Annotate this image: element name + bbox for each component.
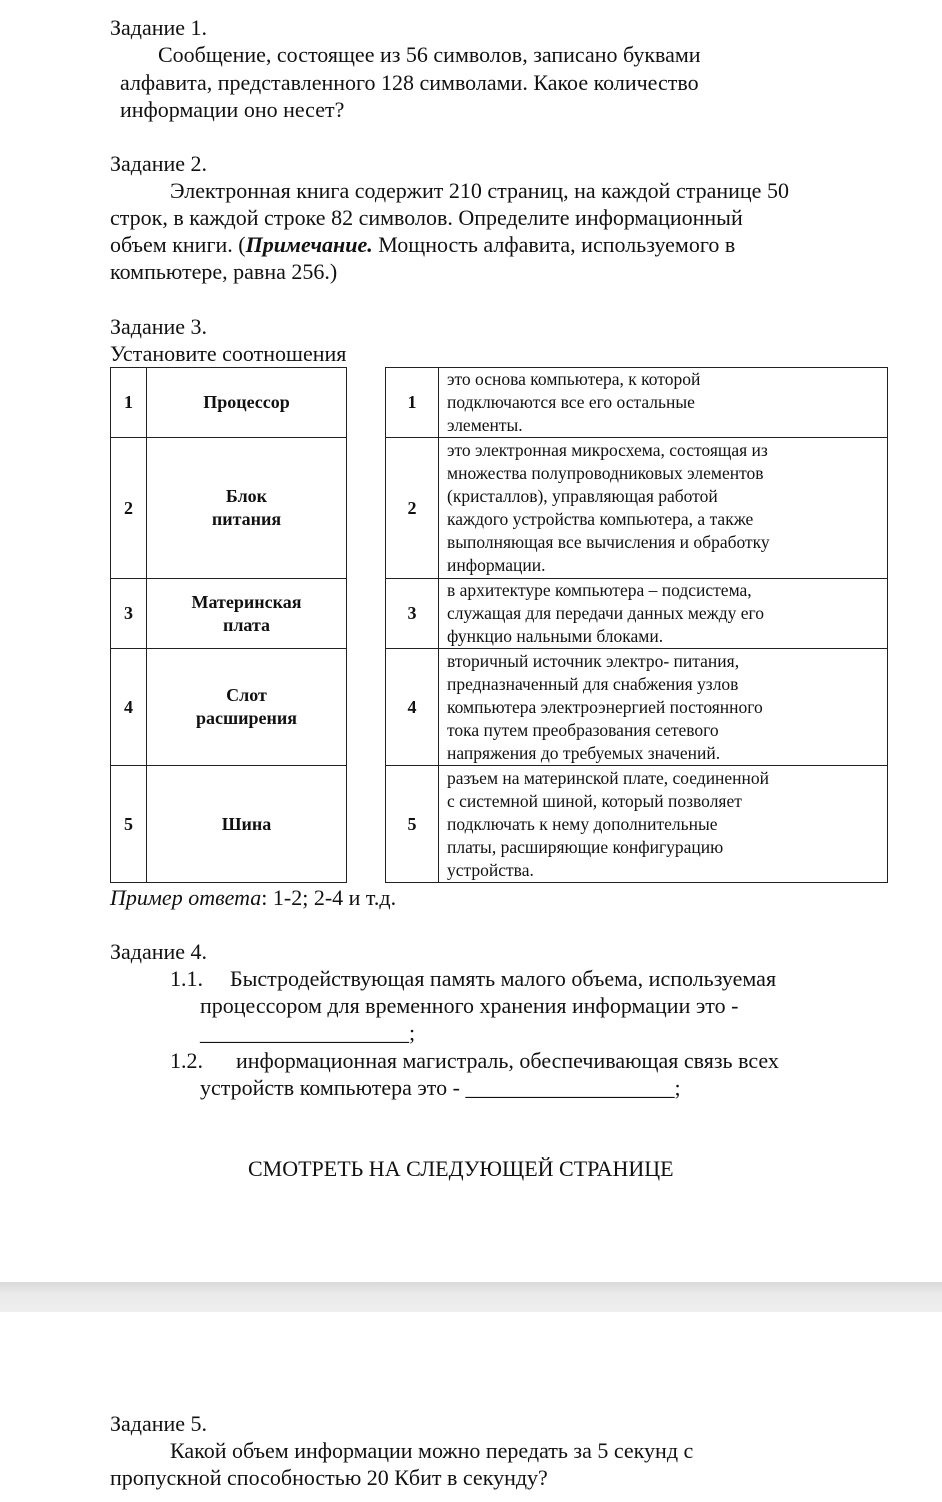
term-number: 2 bbox=[111, 438, 147, 579]
task2-heading: Задание 2. bbox=[110, 151, 208, 176]
term-number: 5 bbox=[111, 766, 147, 883]
definition-number: 2 bbox=[386, 438, 439, 579]
term-cell: Слот расширения bbox=[147, 649, 347, 766]
task5-text-line: Какой объем информации можно передать за 5 секунд с bbox=[170, 1438, 694, 1463]
definition-number: 3 bbox=[386, 579, 439, 649]
term-number: 1 bbox=[111, 368, 147, 438]
definition-cell: в архитектуре компьютера – подсистема, служащая для передачи данных между его функцио нальными блоками. bbox=[439, 579, 888, 649]
task1-text-line: алфавита, представленного 128 символами. Какое количество bbox=[120, 70, 699, 95]
task2-text-line bbox=[110, 231, 735, 258]
definitions-table bbox=[385, 367, 888, 883]
term-cell: Процессор bbox=[147, 368, 347, 438]
task4-item-number: 1.1. bbox=[170, 966, 203, 991]
term-cell: Материнская плата bbox=[147, 579, 347, 649]
task4-answer-blank: ___________________; bbox=[200, 1020, 416, 1045]
answer-example-label: Пример ответа bbox=[110, 885, 262, 910]
task2-text-start: объем книги. ( bbox=[110, 232, 246, 257]
term-cell: Шина bbox=[147, 766, 347, 883]
task4-heading: Задание 4. bbox=[110, 939, 208, 964]
definition-number: 5 bbox=[386, 766, 439, 883]
term-number: 4 bbox=[111, 649, 147, 766]
task5-heading: Задание 5. bbox=[110, 1411, 208, 1436]
terms-table bbox=[110, 367, 347, 883]
task4-item-number: 1.2. bbox=[170, 1048, 203, 1073]
definition-number: 1 bbox=[386, 368, 439, 438]
task2-text-end: Мощность алфавита, используемого в bbox=[372, 232, 736, 257]
task2-text-line: компьютере, равна 256.) bbox=[110, 259, 338, 284]
term-cell: Блок питания bbox=[147, 438, 347, 579]
task3-heading: Задание 3. bbox=[110, 314, 208, 339]
answer-example-text: : 1-2; 2-4 и т.д. bbox=[261, 885, 397, 910]
task2-text-line: строк, в каждой строке 82 символов. Определите информационный bbox=[110, 205, 743, 230]
task2-note-label: Примечание. bbox=[245, 232, 373, 257]
task4-text-line: Быстродействующая память малого объема, используемая bbox=[230, 966, 777, 991]
task1-heading: Задание 1. bbox=[110, 15, 208, 40]
document-page-2 bbox=[0, 1312, 942, 1502]
task4-text-line: процессором для временного хранения информации это - bbox=[200, 993, 739, 1018]
task5-text-line: пропускной способностью 20 Кбит в секунду? bbox=[110, 1465, 548, 1490]
task1-text-line: информации оно несет? bbox=[120, 97, 345, 122]
task2-text-line: Электронная книга содержит 210 страниц, на каждой странице 50 bbox=[170, 178, 789, 203]
answer-example bbox=[110, 884, 396, 911]
task1-text-line: Сообщение, состоящее из 56 символов, записано буквами bbox=[158, 42, 701, 67]
definition-cell: это основа компьютера, к которой подключаются все его остальные элементы. bbox=[439, 368, 888, 438]
term-number: 3 bbox=[111, 579, 147, 649]
definition-cell: это электронная микросхема, состоящая из множества полупроводниковых элементов (кристаллов), управляющая работой каждого устройства компьютера, а также выполняющая все вычисления и обработку информации. bbox=[439, 438, 888, 579]
definition-cell: разъем на материнской плате, соединенной с системной шиной, который позволяет подключать к нему дополнительные платы, расширяющие конфигурацию устройства. bbox=[439, 766, 888, 883]
definition-cell: вторичный источник электро- питания, предназначенный для снабжения узлов компьютера электроэнергией постоянного тока путем преобразования сетевого напряжения до требуемых значений. bbox=[439, 649, 888, 766]
next-page-notice: СМОТРЕТЬ НА СЛЕДУЮЩЕЙ СТРАНИЦЕ bbox=[248, 1156, 674, 1181]
task3-instruction: Установите соотношения bbox=[110, 341, 347, 366]
task4-text-line: устройств компьютера это - ___________________; bbox=[200, 1075, 681, 1100]
definition-number: 4 bbox=[386, 649, 439, 766]
page-separator bbox=[0, 1282, 942, 1312]
task4-text-line: информационная магистраль, обеспечивающая связь всех bbox=[236, 1048, 779, 1073]
